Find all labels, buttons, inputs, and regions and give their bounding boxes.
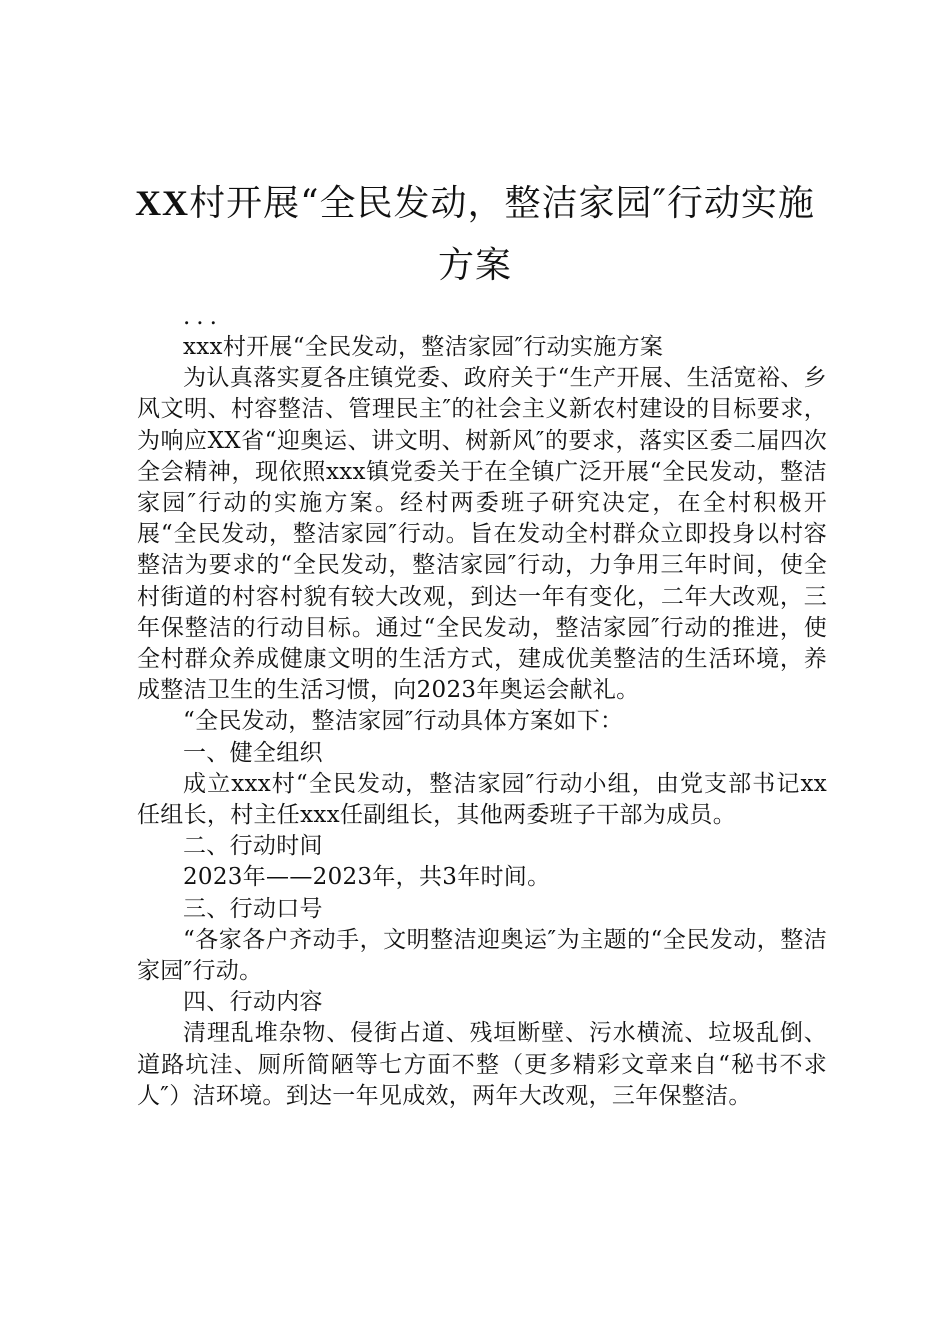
- section-heading-slogan: 三、行动口号: [183, 895, 323, 922]
- intro-paragraph: 为认真落实夏各庄镇党委、政府关于“生产开展、生活宽裕、乡风文明、村容整洁、管理民主″的社会主义新农村建设的目标要求，为响应XX省“迎奥运、讲文明、树新风″的要求，落实区委二届四次全会精神，现依照xxx镇党委关于在全镇广泛开展“全民发动，整洁家园″行动的实施方案。经村两委班子研究决定，在全村积极开展“全民发动，整洁家园″行动。旨在发动全村群众立即投身以村容整洁为要求的“全民发动，整洁家园″行动，力争用三年时间，使全村街道的村容村貌有较大改观，到达一年有变化，二年大改观，三年保整洁的行动目标。通过“全民发动，整洁家园″行动的推进，使全村群众养成健康文明的生活方式，建成优美整洁的生活环境，养成整洁卫生的生活习惯，向2023年奥运会献礼。: [137, 365, 827, 704]
- title-line-1: [100, 172, 850, 235]
- title-line-2: 方案: [437, 245, 512, 286]
- content-paragraph: 清理乱堆杂物、侵街占道、残垣断壁、污水横流、垃圾乱倒、道路坑洼、厕所简陋等七方面不整（更多精彩文章来自“秘书不求人″）洁环境。到达一年见成效，两年大改观，三年保整洁。: [137, 1020, 827, 1109]
- section-heading-content: 四、行动内容: [183, 989, 323, 1016]
- section-heading-time: 二、行动时间: [183, 833, 323, 860]
- document-title: [100, 172, 850, 297]
- title-prefix: XX: [135, 183, 190, 223]
- subtitle-paragraph: xxx村开展“全民发动，整洁家园″行动实施方案: [183, 334, 664, 360]
- title-line-1-rest: 村开展“全民发动，整洁家园″行动实施: [189, 183, 815, 224]
- time-paragraph: 2023年——2023年，共3年时间。: [183, 864, 551, 891]
- ellipsis-paragraph: ...: [183, 304, 223, 330]
- section-heading-organization: 一、健全组织: [183, 739, 323, 766]
- plan-lead-paragraph: “全民发动，整洁家园″行动具体方案如下：: [183, 708, 624, 735]
- document-body: [137, 302, 827, 1112]
- organization-paragraph: 成立xxx村“全民发动，整洁家园″行动小组，由党支部书记xx任组长，村主任xxx任副组长，其他两委班子干部为成员。: [137, 770, 827, 829]
- slogan-paragraph: “各家各户齐动手，文明整洁迎奥运″为主题的“全民发动，整洁家园″行动。: [137, 926, 827, 985]
